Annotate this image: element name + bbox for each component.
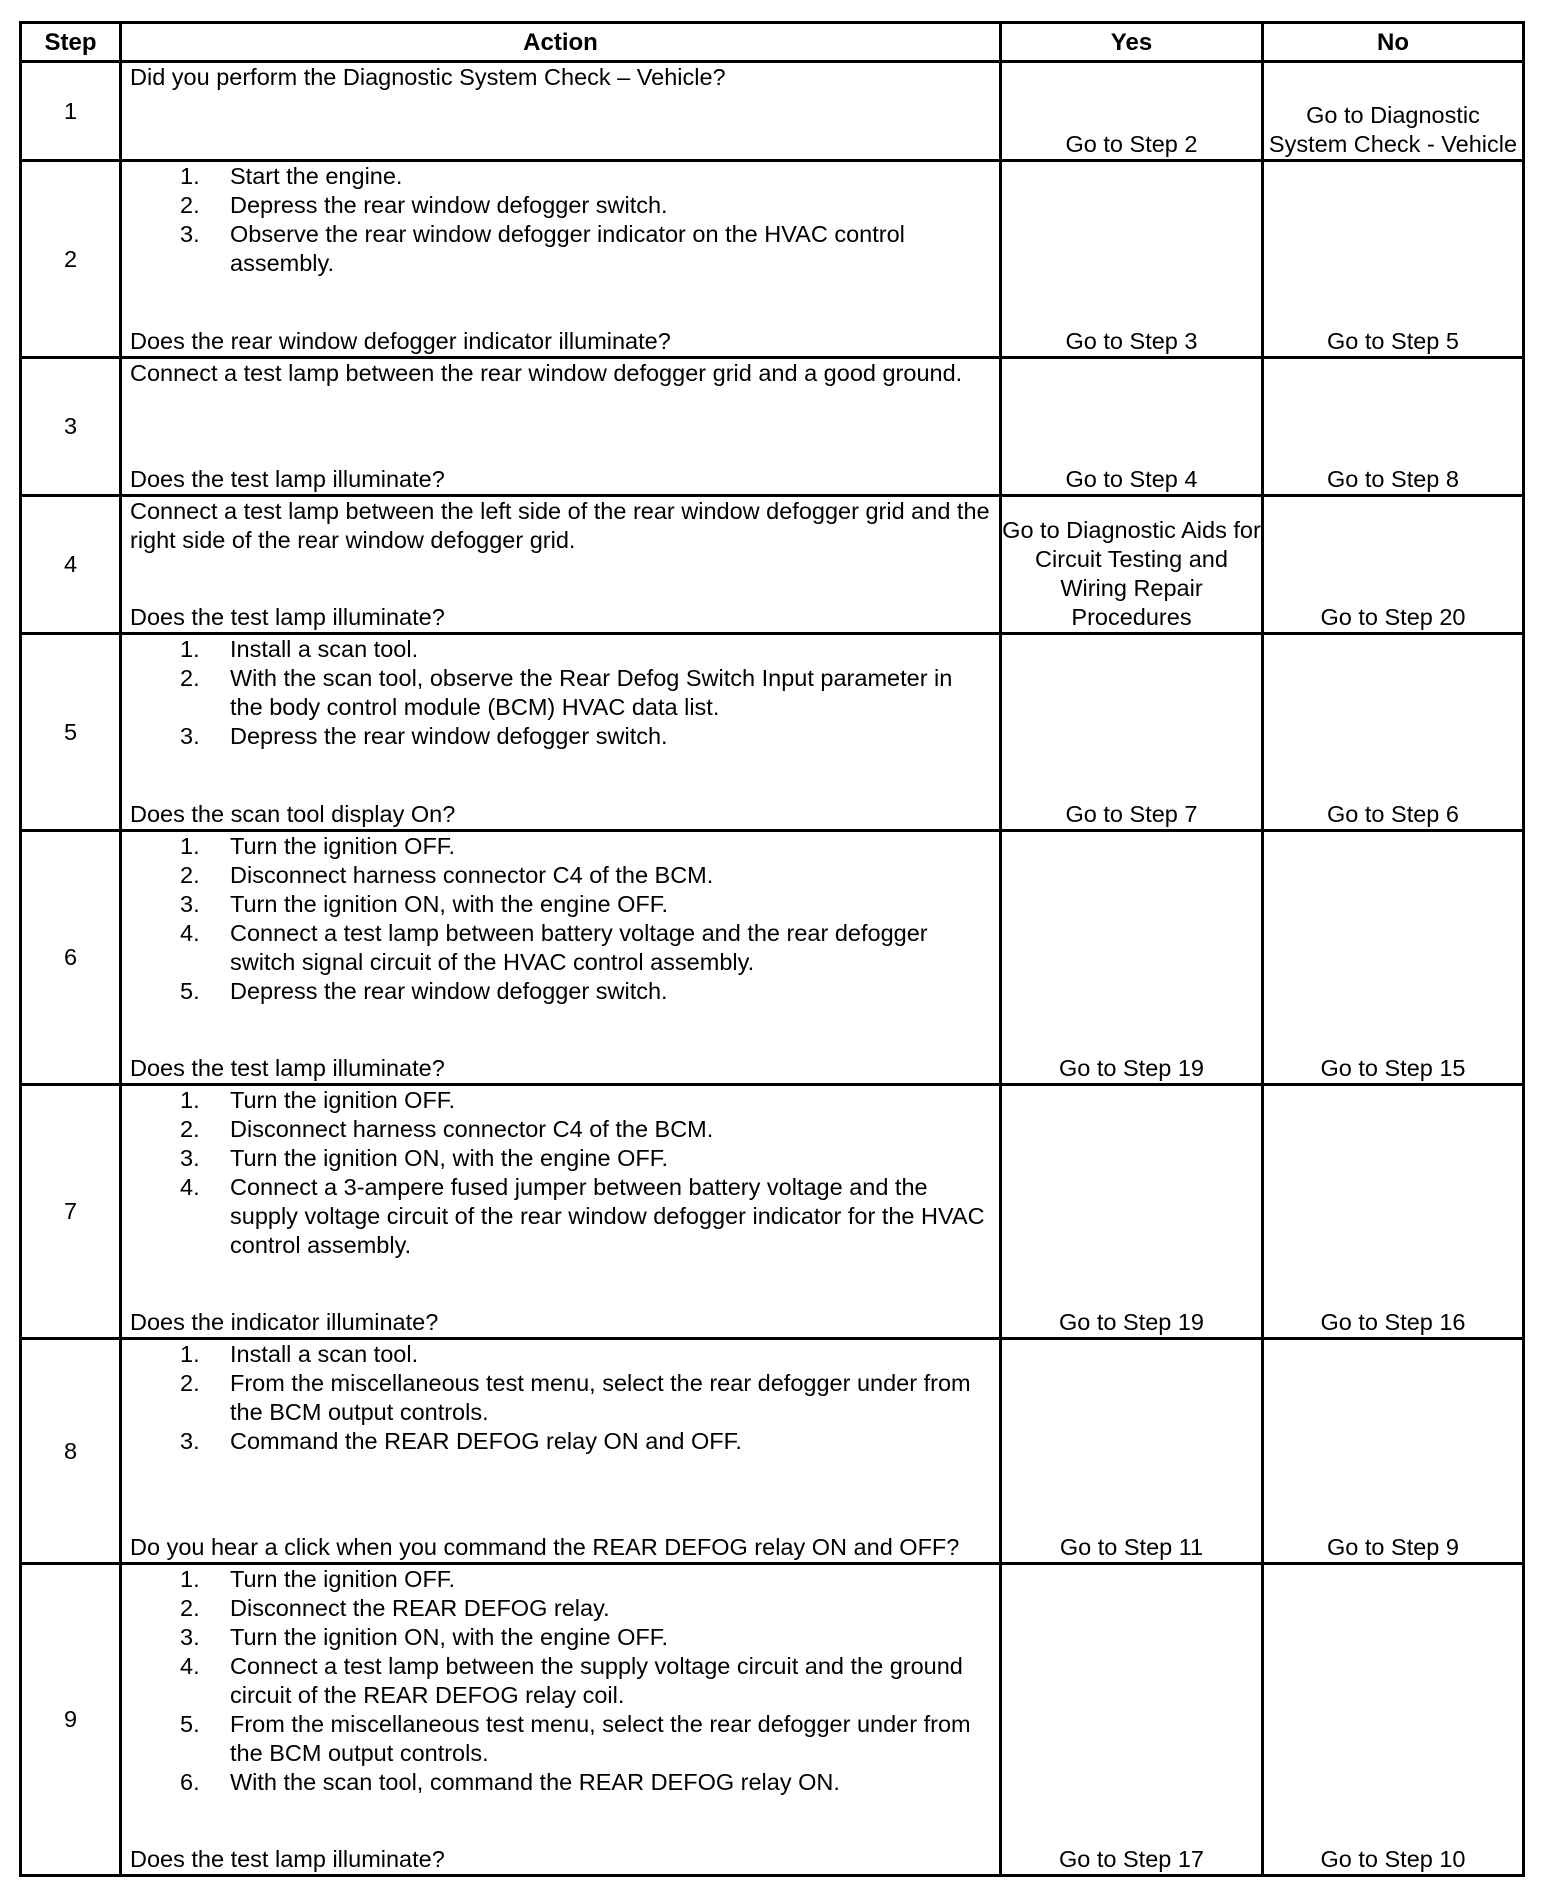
action-item-number: 2. [180, 1370, 200, 1396]
action-cell [121, 1085, 1001, 1339]
action-cell [121, 358, 1001, 496]
action-list-item [130, 1768, 991, 1797]
action-item-number: 1. [180, 833, 200, 859]
no-result [1263, 161, 1524, 358]
step-number: 7 [21, 1085, 121, 1339]
table-row [21, 831, 1524, 1085]
yes-result [1001, 358, 1263, 496]
action-item-text: Depress the rear window defogger switch. [230, 192, 668, 218]
action-list-item [130, 1115, 991, 1144]
yes-result-text: Go to Step 2 [1065, 131, 1198, 157]
action-cell [121, 1564, 1001, 1876]
action-list-item [130, 722, 991, 751]
action-item-number: 6. [180, 1769, 200, 1795]
action-item-text: Observe the rear window defogger indicator on the HVAC control assembly. [230, 221, 905, 276]
action-question: Does the scan tool display On? [130, 801, 456, 827]
action-item-text: Turn the ignition OFF. [230, 833, 456, 859]
action-list-item [130, 1144, 991, 1173]
action-item-text: Start the engine. [230, 163, 403, 189]
action-intro: Connect a test lamp between the rear window defogger grid and a good ground. [130, 360, 963, 386]
action-item-text: With the scan tool, observe the Rear Defog Switch Input parameter in the body control module (BCM) HVAC data list. [230, 665, 953, 720]
action-item-number: 5. [180, 1711, 200, 1737]
action-question: Does the indicator illuminate? [130, 1309, 439, 1335]
yes-result-text: Go to Step 19 [1058, 1055, 1205, 1081]
action-list-item [130, 919, 991, 977]
yes-result-text: Go to Diagnostic Aids for Circuit Testing and Wiring Repair Procedures [1002, 517, 1261, 630]
action-item-text: With the scan tool, command the REAR DEFOG relay ON. [230, 1769, 840, 1795]
action-item-number: 1. [180, 1341, 200, 1367]
action-item-text: Turn the ignition ON, with the engine OFF. [230, 891, 669, 917]
step-number: 5 [21, 634, 121, 831]
action-cell [121, 62, 1001, 161]
action-item-number: 3. [180, 723, 200, 749]
step-number: 6 [21, 831, 121, 1085]
step-number: 2 [21, 161, 121, 358]
table-row [21, 358, 1524, 496]
action-list-item [130, 664, 991, 722]
action-item-number: 2. [180, 665, 200, 691]
action-item-text: Connect a test lamp between the supply voltage circuit and the ground circuit of the REAR DEFOG relay coil. [230, 1653, 963, 1708]
yes-result-text: Go to Step 3 [1065, 328, 1198, 354]
yes-result [1001, 1085, 1263, 1339]
action-item-text: Install a scan tool. [230, 1341, 419, 1367]
no-result [1263, 358, 1524, 496]
action-cell [121, 161, 1001, 358]
table-row [21, 161, 1524, 358]
action-item-number: 3. [180, 1428, 200, 1454]
action-list-item [130, 890, 991, 919]
action-list [130, 832, 991, 1006]
action-item-number: 2. [180, 862, 200, 888]
action-question: Does the test lamp illuminate? [130, 1055, 445, 1081]
header-step: Step [21, 23, 121, 62]
action-list [130, 1565, 991, 1797]
action-item-text: From the miscellaneous test menu, select the rear defogger under from the BCM output controls. [230, 1370, 971, 1425]
action-item-number: 4. [180, 920, 200, 946]
action-list-item [130, 1623, 991, 1652]
table-row [21, 1339, 1524, 1564]
action-item-text: Install a scan tool. [230, 636, 419, 662]
table-row [21, 634, 1524, 831]
header-yes: Yes [1001, 23, 1263, 62]
no-result-text: Go to Step 5 [1327, 328, 1459, 354]
action-item-number: 1. [180, 636, 200, 662]
action-list-item [130, 191, 991, 220]
action-item-text: Turn the ignition OFF. [230, 1566, 456, 1592]
table-row [21, 62, 1524, 161]
action-list-item [130, 635, 991, 664]
action-list-item [130, 861, 991, 890]
yes-result [1001, 1564, 1263, 1876]
action-list-item [130, 162, 991, 191]
action-item-text: Command the REAR DEFOG relay ON and OFF. [230, 1428, 742, 1454]
no-result-text: Go to Step 16 [1320, 1309, 1466, 1335]
step-number: 9 [21, 1564, 121, 1876]
diagnostic-table [19, 21, 1525, 1877]
action-list-item [130, 1710, 991, 1768]
action-item-number: 1. [180, 1566, 200, 1592]
table-row [21, 496, 1524, 634]
no-result-text: Go to Step 6 [1327, 801, 1459, 827]
action-list-item [130, 1565, 991, 1594]
yes-result-text: Go to Step 4 [1065, 466, 1198, 492]
action-item-number: 1. [180, 163, 200, 189]
action-list [130, 1340, 991, 1456]
action-question: Does the test lamp illuminate? [130, 466, 445, 492]
yes-result [1001, 62, 1263, 161]
action-cell [121, 1339, 1001, 1564]
action-item-text: Depress the rear window defogger switch. [230, 978, 668, 1004]
action-item-number: 2. [180, 192, 200, 218]
yes-result [1001, 496, 1263, 634]
action-item-number: 3. [180, 221, 200, 247]
action-list-item [130, 1173, 991, 1260]
action-list-item [130, 1340, 991, 1369]
action-question: Does the test lamp illuminate? [130, 604, 445, 630]
action-item-text: From the miscellaneous test menu, select the rear defogger under from the BCM output controls. [230, 1711, 971, 1766]
table-row [21, 1085, 1524, 1339]
action-item-number: 4. [180, 1653, 200, 1679]
no-result [1263, 831, 1524, 1085]
header-action: Action [121, 23, 1001, 62]
action-item-number: 2. [180, 1116, 200, 1142]
action-list-item [130, 1594, 991, 1623]
no-result-text: Go to Step 9 [1327, 1534, 1459, 1560]
action-item-text: Turn the ignition ON, with the engine OFF. [230, 1145, 669, 1171]
action-list-item [130, 832, 991, 861]
yes-result-text: Go to Step 19 [1058, 1309, 1205, 1335]
yes-result-text: Go to Step 11 [1059, 1534, 1204, 1560]
action-item-number: 3. [180, 1624, 200, 1650]
action-list [130, 635, 991, 751]
action-list-item [130, 1369, 991, 1427]
action-question: Does the test lamp illuminate? [130, 1846, 445, 1872]
no-result [1263, 1564, 1524, 1876]
step-number: 8 [21, 1339, 121, 1564]
action-cell [121, 496, 1001, 634]
no-result [1263, 1085, 1524, 1339]
no-result [1263, 634, 1524, 831]
action-item-number: 4. [180, 1174, 200, 1200]
step-number: 4 [21, 496, 121, 634]
header-no: No [1263, 23, 1524, 62]
yes-result [1001, 1339, 1263, 1564]
action-item-number: 3. [180, 891, 200, 917]
step-number: 1 [21, 62, 121, 161]
yes-result [1001, 831, 1263, 1085]
action-item-text: Connect a 3-ampere fused jumper between battery voltage and the supply voltage circuit of the rear window defogger indicator for the HVAC control assembly. [230, 1174, 985, 1258]
action-question: Do you hear a click when you command the REAR DEFOG relay ON and OFF? [130, 1534, 960, 1560]
action-item-number: 2. [180, 1595, 200, 1621]
action-cell [121, 634, 1001, 831]
no-result [1263, 62, 1524, 161]
no-result-text: Go to Step 15 [1320, 1055, 1466, 1081]
action-item-text: Turn the ignition OFF. [230, 1087, 456, 1113]
action-list-item [130, 220, 991, 278]
no-result [1263, 1339, 1524, 1564]
yes-result [1001, 161, 1263, 358]
yes-result-text: Go to Step 7 [1065, 801, 1198, 827]
action-intro: Did you perform the Diagnostic System Check – Vehicle? [130, 64, 726, 90]
action-item-text: Depress the rear window defogger switch. [230, 723, 668, 749]
no-result [1263, 496, 1524, 634]
no-result-text: Go to Step 20 [1320, 604, 1466, 630]
header-row [21, 23, 1524, 62]
action-item-text: Connect a test lamp between battery voltage and the rear defogger switch signal circuit of the HVAC control assembly. [230, 920, 928, 975]
action-list [130, 162, 991, 278]
action-question: Does the rear window defogger indicator illuminate? [130, 328, 671, 354]
action-item-text: Turn the ignition ON, with the engine OFF. [230, 1624, 669, 1650]
action-item-number: 1. [180, 1087, 200, 1113]
no-result-text: Go to Step 10 [1320, 1846, 1466, 1872]
table-body [21, 62, 1524, 1876]
action-list-item [130, 977, 991, 1006]
action-list-item [130, 1427, 991, 1456]
no-result-text: Go to Diagnostic System Check - Vehicle [1268, 102, 1518, 157]
action-list-item [130, 1086, 991, 1115]
action-item-number: 5. [180, 978, 200, 1004]
action-item-number: 3. [180, 1145, 200, 1171]
action-cell [121, 831, 1001, 1085]
action-item-text: Disconnect the REAR DEFOG relay. [230, 1595, 610, 1621]
action-list [130, 1086, 991, 1260]
action-item-text: Disconnect harness connector C4 of the BCM. [230, 862, 714, 888]
table-row [21, 1564, 1524, 1876]
step-number: 3 [21, 358, 121, 496]
action-item-text: Disconnect harness connector C4 of the BCM. [230, 1116, 714, 1142]
action-intro: Connect a test lamp between the left side of the rear window defogger grid and the right side of the rear window defogger grid. [130, 498, 990, 553]
yes-result [1001, 634, 1263, 831]
no-result-text: Go to Step 8 [1327, 466, 1459, 492]
action-list-item [130, 1652, 991, 1710]
yes-result-text: Go to Step 17 [1058, 1846, 1205, 1872]
